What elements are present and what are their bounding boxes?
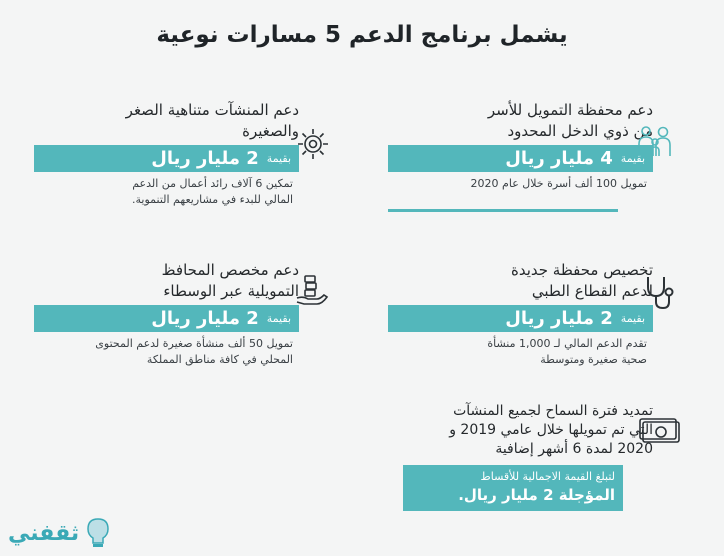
value-amount: 4 مليار ريال (505, 148, 613, 169)
card-description-line1: تقدم الدعم المالي لـ 1,000 منشأة (487, 337, 647, 350)
deferred-installments-box (403, 465, 623, 511)
banknote-icon (636, 410, 680, 448)
track-card-family-finance (388, 100, 653, 192)
card-value-bar (34, 305, 299, 332)
value-amount: 2 مليار ريال (151, 308, 259, 329)
track-card-intermediaries (34, 260, 299, 368)
card-heading-line1: دعم محفظة التمويل للأسر (487, 101, 653, 119)
gear-icon (294, 125, 332, 163)
card-heading-line1: دعم المنشآت متناهية الصغر (125, 101, 299, 119)
brand-name: ثقفني (8, 520, 80, 546)
card-description-line2: المالي للبدء في مشاريعهم التنموية. (132, 193, 293, 206)
track-card-micro-enterprises (34, 100, 299, 208)
card-value-bar (34, 145, 299, 172)
card-heading-line2: التمويلية عبر الوسطاء (163, 282, 299, 300)
card-description-line1: تمويل 50 ألف منشأة صغيرة لدعم المحتوى (95, 337, 293, 350)
value-amount: 2 مليار ريال (151, 148, 259, 169)
brand-watermark (8, 516, 113, 550)
card-description-line1: تمكين 6 آلاف رائد أعمال من الدعم (132, 177, 293, 190)
card-heading-line2: لدعم القطاع الطبي (531, 282, 653, 300)
page-title: يشمل برنامج الدعم 5 مسارات نوعية (156, 22, 568, 48)
value-prefix: بقيمة (620, 152, 645, 165)
card-heading-line1: دعم مخصص المحافظ (161, 261, 299, 279)
card-underline (388, 209, 618, 212)
track-card-grace-period (388, 402, 653, 511)
box-line1: لتبلغ القيمة الاجمالية للأقساط (480, 470, 615, 483)
family-icon (636, 122, 674, 160)
card-description: تمويل 100 ألف أسرة خلال عام 2020 (470, 177, 647, 190)
card-heading-line2: من ذوي الدخل المحدود (507, 122, 653, 140)
stethoscope-icon (640, 274, 678, 312)
value-amount: 2 مليار ريال (505, 308, 613, 329)
card-heading-line1: تمديد فترة السماح لجميع المنشآت (453, 403, 653, 419)
money-hand-icon (294, 270, 332, 308)
value-prefix: بقيمة (620, 312, 645, 325)
card-value-bar (388, 145, 653, 172)
lightbulb-logo (83, 516, 113, 550)
card-description-line2: صحية صغيرة ومتوسطة (540, 353, 647, 366)
value-prefix: بقيمة (266, 312, 291, 325)
card-heading-line2: التي تم تمويلها خلال عامي 2019 و (449, 422, 653, 438)
card-heading-line3: 2020 لمدة 6 أشهر إضافية (495, 441, 653, 457)
box-line2: المؤجلة 2 مليار ريال. (458, 486, 615, 504)
value-prefix: بقيمة (266, 152, 291, 165)
track-card-medical-sector (388, 260, 653, 368)
card-heading-line1: تخصيص محفظة جديدة (510, 261, 653, 279)
card-value-bar (388, 305, 653, 332)
card-heading-line2: والصغيرة (242, 122, 299, 140)
card-description-line2: المحلي في كافة مناطق المملكة (146, 353, 293, 366)
